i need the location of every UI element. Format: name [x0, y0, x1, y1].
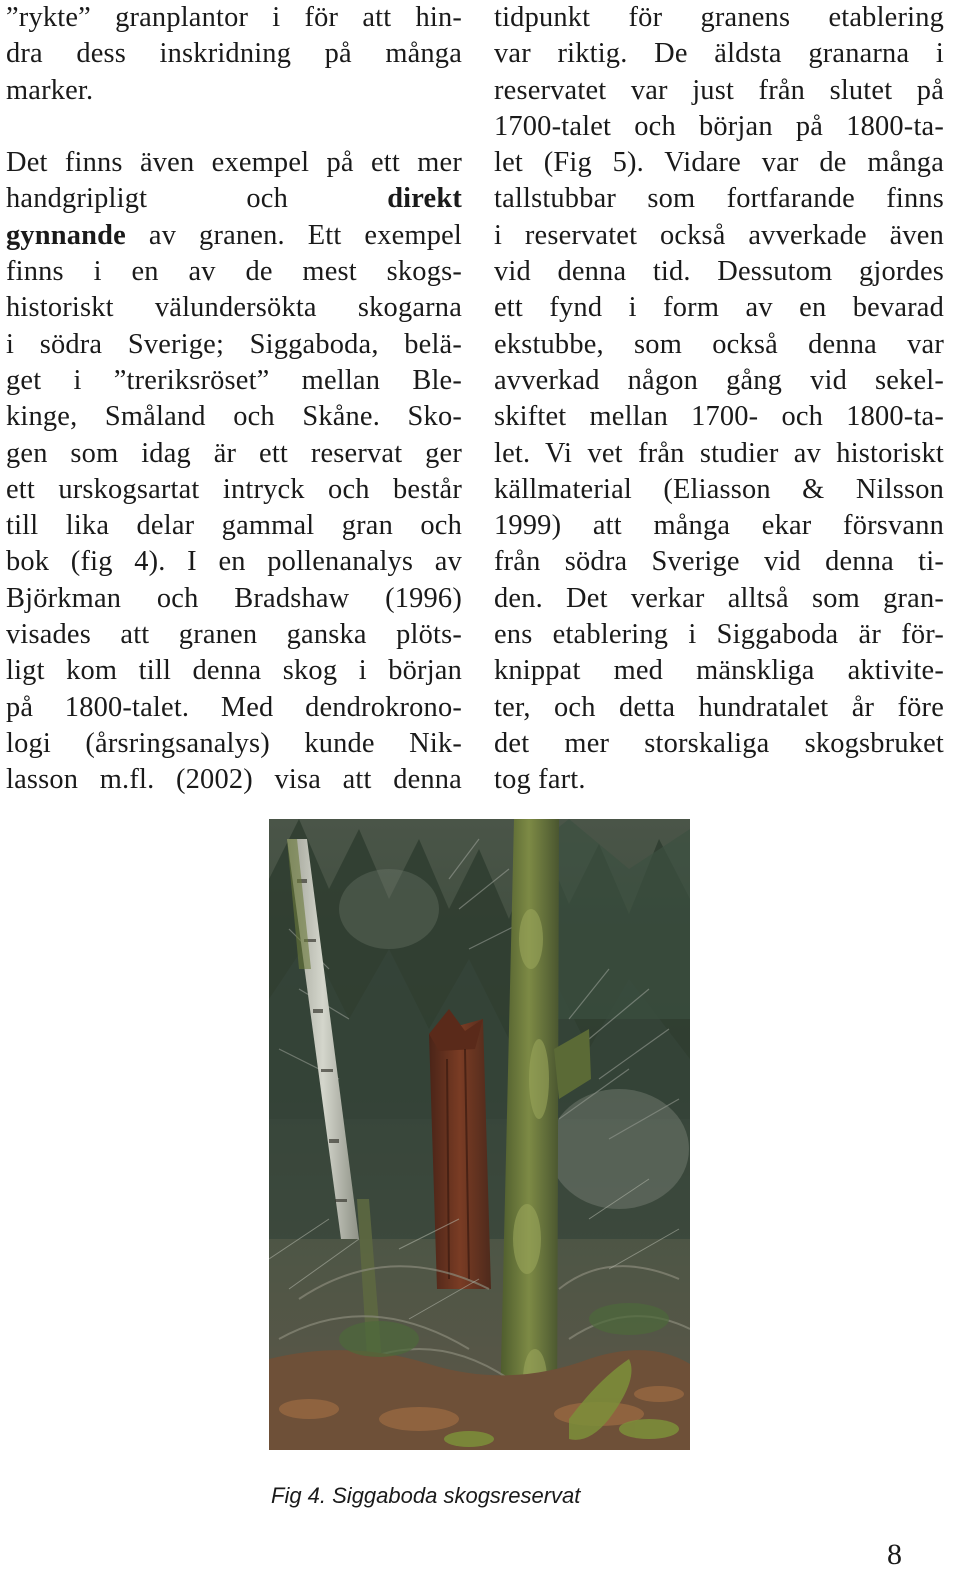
text-line: avverkad någon gång vid sekel- [494, 364, 944, 396]
text-line: bok (fig 4). I en pollenanalys av [6, 546, 462, 578]
text-line: 1999) att många ekar försvann [494, 510, 944, 542]
figure-caption: Fig 4. Siggaboda skogsreservat [271, 1483, 581, 1508]
text-line: tallstubbar som fortfarande finns [494, 183, 944, 215]
paragraph-gap [6, 109, 462, 145]
text-line: det mer storskaliga skogsbruket [494, 727, 944, 759]
text-line: dra dess inskridning på många [6, 38, 462, 70]
paragraph-intro [6, 0, 462, 109]
text-line: let. Vi vet från studier av historiskt [494, 437, 944, 469]
text-line: historiskt välundersökta skogarna [6, 292, 462, 324]
forest-photo [269, 819, 690, 1450]
text-line: visades att granen ganska plöts- [6, 619, 462, 651]
left-column [6, 0, 462, 799]
text-line: Det finns även exempel på ett mer [6, 147, 462, 179]
text-line: reservatet var just från slutet på [494, 74, 944, 106]
text-line: let (Fig 5). Vidare var de många [494, 147, 944, 179]
text-line: till lika delar gammal gran och [6, 510, 462, 542]
text-line: var riktig. De äldsta granarna i [494, 38, 944, 70]
text-line: ter, och detta hundratalet år före [494, 691, 944, 723]
text-line: logi (årsringsanalys) kunde Nik- [6, 727, 462, 759]
text-line-mixed [6, 218, 462, 254]
bold-text-direkt: direkt [387, 183, 462, 215]
text-line: vid denna tid. Dessutom gjordes [494, 256, 944, 288]
text-line: ens etablering i Siggaboda är för- [494, 619, 944, 651]
text-line: den. Det verkar alltså som gran- [494, 582, 944, 614]
text-line: gen som idag är ett reservat ger [6, 437, 462, 469]
paragraph-main [6, 145, 462, 798]
text-line: Björkman och Bradshaw (1996) [6, 582, 462, 614]
text-line: ekstubbe, som också denna var [494, 328, 944, 360]
text-line: i reservatet också avverkade även [494, 219, 944, 251]
text-line: i södra Sverige; Siggaboda, belä- [6, 328, 462, 360]
text-line: kinge, Småland och Skåne. Sko- [6, 401, 462, 433]
bold-text-gynnande: gynnande [6, 219, 126, 251]
text-span: av granen. Ett exempel [125, 219, 462, 251]
text-line: ”rykte” granplantor i för att hin- [6, 2, 462, 33]
text-line: tog fart. [494, 764, 586, 796]
text-line: 1700-talet och början på 1800-ta- [494, 110, 944, 142]
text-line: knippat med mänskliga aktivite- [494, 655, 944, 687]
text-line: ligt kom till denna skog i början [6, 655, 462, 687]
text-line: på 1800-talet. Med dendrokrono- [6, 691, 462, 723]
text-line: ett urskogsartat intryck och består [6, 473, 462, 505]
text-line: skiftet mellan 1700- och 1800-ta- [494, 401, 944, 433]
text-line: från södra Sverige vid denna ti- [494, 546, 944, 578]
text-line: ett fynd i form av en bevarad [494, 292, 944, 324]
text-line: marker. [6, 74, 94, 106]
text-line: källmaterial (Eliasson & Nilsson [494, 473, 944, 505]
text-line: finns i en av de mest skogs- [6, 256, 462, 288]
text-line: lasson m.fl. (2002) visa att denna [6, 764, 462, 796]
right-column [494, 0, 944, 799]
text-line: tidpunkt för granens etablering [494, 2, 944, 33]
page-number: 8 [887, 1538, 902, 1571]
text-line-mixed [6, 181, 462, 217]
text-line: get i ”treriksröset” mellan Ble- [6, 364, 462, 396]
text-span: handgripligt och [6, 183, 388, 215]
